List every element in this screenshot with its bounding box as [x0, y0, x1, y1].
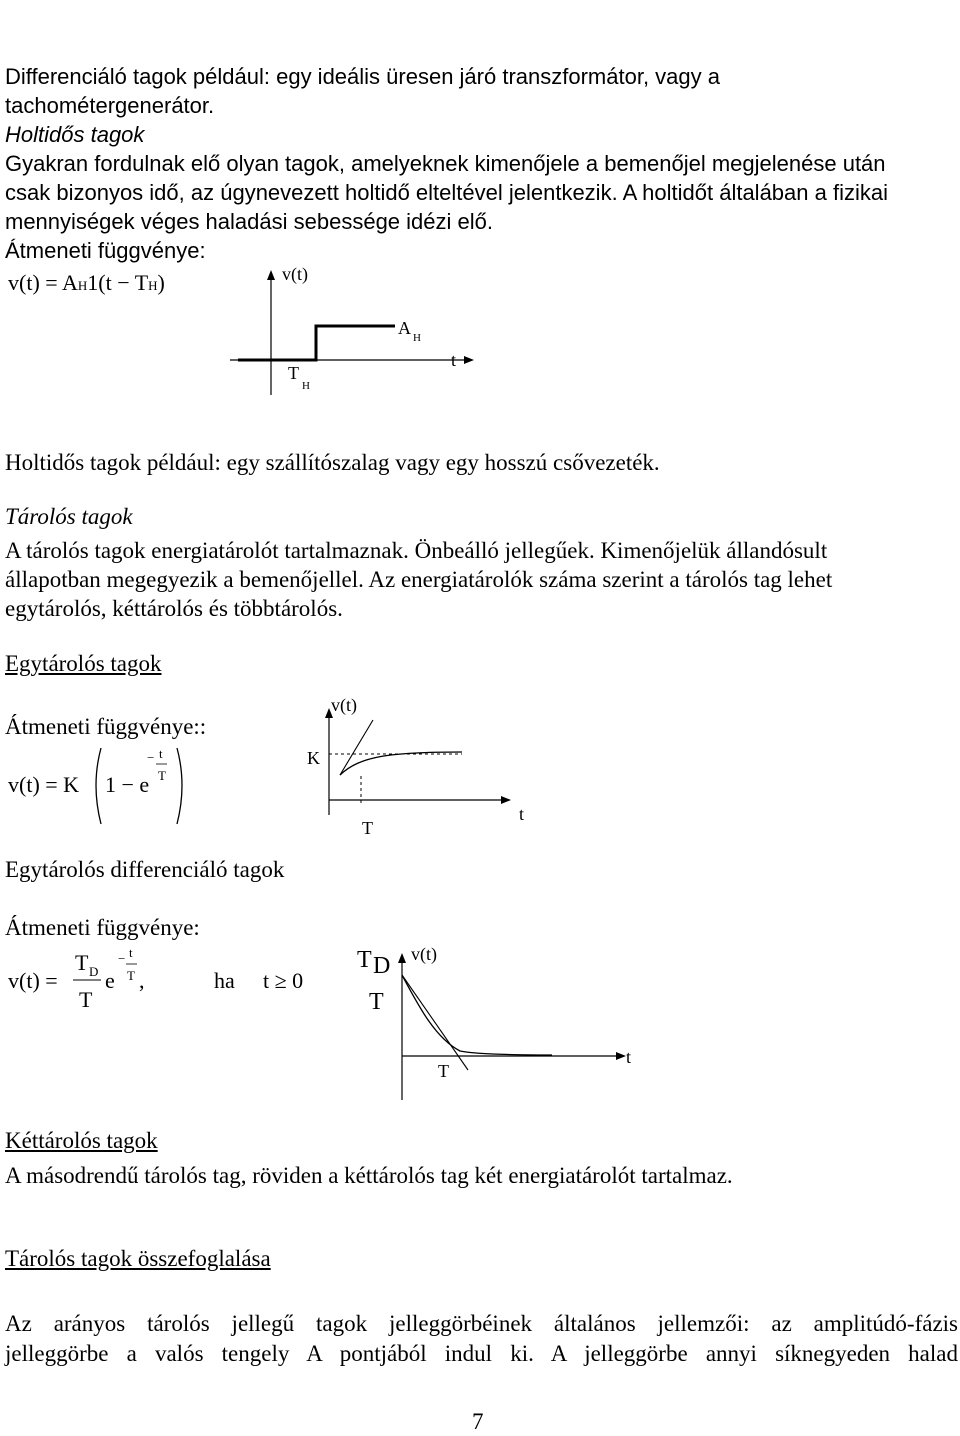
cond: t ≥ 0 — [263, 968, 304, 993]
tarolos-line-2: állapotban megegyezik a bemenőjellel. Az energiatárolók száma szerint a tárolós tag lehet — [5, 567, 833, 592]
osszefoglalas-heading: Tárolós tagok összefoglalása — [5, 1246, 271, 1271]
y-axis-label: v(t) — [331, 695, 357, 715]
formula-lhs: v(t) = K — [8, 772, 80, 797]
t-label: T — [438, 1061, 449, 1081]
diff-formula — [5, 940, 325, 1020]
y-axis-label: v(t) — [282, 264, 308, 284]
cond-word: ha — [214, 968, 235, 993]
x-axis-arrow — [616, 1052, 626, 1060]
tarolos-heading: Tárolós tagok — [5, 504, 133, 529]
response-curve — [402, 975, 552, 1055]
level-sub: H — [413, 332, 421, 344]
diff-graph — [340, 935, 650, 1105]
tangent — [340, 720, 373, 775]
intro-line-1: Differenciáló tagok például: egy ideális üresen járó transzformátor, vagy a — [5, 64, 720, 89]
diff-heading: Egytárolós differenciáló tagok — [5, 857, 285, 882]
holtido-heading: Holtidős tagok — [5, 122, 145, 147]
egytarolos-graph — [300, 690, 550, 840]
intro-line-2: tachométergenerátor. — [5, 93, 215, 118]
x-axis-arrow — [464, 356, 474, 364]
egytarolos-formula — [5, 740, 205, 830]
exp-num: t — [159, 746, 163, 761]
diff-transfer-label: Átmeneti függvénye: — [5, 915, 200, 940]
start-num: T — [357, 947, 372, 973]
start-den: T — [369, 989, 384, 1015]
response-curve — [340, 752, 462, 775]
formula-body: 1 − e — [105, 772, 150, 797]
y-axis-arrow — [398, 953, 406, 963]
holtido-para-1: Gyakran fordulnak elő olyan tagok, amelyeknek kimenőjele a bemenőjel megjelenése után — [5, 151, 886, 176]
y-axis-label: v(t) — [411, 944, 437, 964]
osszefoglalas-line-1: Az arányos tárolós jellegű tagok jelleggörbéinek általános jellemzői: az amplitúdó-fázis — [5, 1311, 958, 1336]
frac-den: T — [79, 987, 93, 1012]
holtido-transfer-label: Átmeneti függvénye: — [5, 238, 206, 263]
delay-sub: H — [302, 380, 310, 392]
holtido-para-3: mennyiségek véges haladási sebessége idézi elő. — [5, 209, 493, 234]
frac-num: T — [75, 950, 89, 975]
y-axis-arrow — [267, 270, 275, 280]
exp-den: T — [127, 968, 135, 983]
exp-sign: − — [147, 750, 155, 765]
x-axis-label: t — [451, 350, 457, 370]
level-label: A — [398, 318, 411, 338]
osszefoglalas-line-2: jelleggörbe a valós tengely A pontjából indul ki. A jelleggörbe annyi síknegyeden halad — [5, 1341, 958, 1366]
tarolos-line-3: egytárolós, kéttárolós és többtárolós. — [5, 596, 343, 621]
start-num-sub: D — [373, 953, 391, 979]
step-response — [238, 326, 395, 360]
kettarolos-text: A másodrendű tárolós tag, röviden a kéttárolós tag két energiatárolót tartalmaz. — [5, 1163, 733, 1188]
kettarolos-heading: Kéttárolós tagok — [5, 1128, 158, 1153]
holtido-formula: v(t) = AH1(t − TH) — [8, 270, 165, 295]
x-axis-label: t — [519, 804, 525, 824]
formula-lhs: v(t) = — [8, 968, 58, 993]
egytarolos-heading: Egytárolós tagok — [5, 651, 162, 676]
t-label: T — [362, 818, 373, 838]
k-label: K — [307, 748, 320, 768]
holtido-example: Holtidős tagok például: egy szállítószalag vagy egy hosszú csővezeték. — [5, 450, 660, 475]
holtido-step-graph — [230, 258, 490, 403]
x-axis-arrow — [501, 796, 511, 804]
exp-num: t — [129, 945, 133, 960]
egytarolos-transfer-label: Átmeneti függvénye:: — [5, 714, 207, 739]
tarolos-line-1: A tárolós tagok energiatárolót tartalmaznak. Önbeálló jellegűek. Kimenőjelük állandósult — [5, 538, 828, 563]
exp-den: T — [158, 768, 166, 783]
page-number: 7 — [472, 1409, 484, 1434]
exp-sign: − — [118, 951, 126, 966]
frac-num-sub: D — [89, 964, 99, 979]
holtido-para-2: csak bizonyos idő, az úgynevezett holtidő elteltével jelentkezik. A holtidőt általában a fizikai — [5, 180, 888, 205]
x-axis-label: t — [626, 1047, 632, 1067]
formula-comma: , — [139, 968, 145, 993]
formula-e: e — [105, 968, 115, 993]
delay-label: T — [288, 363, 299, 383]
